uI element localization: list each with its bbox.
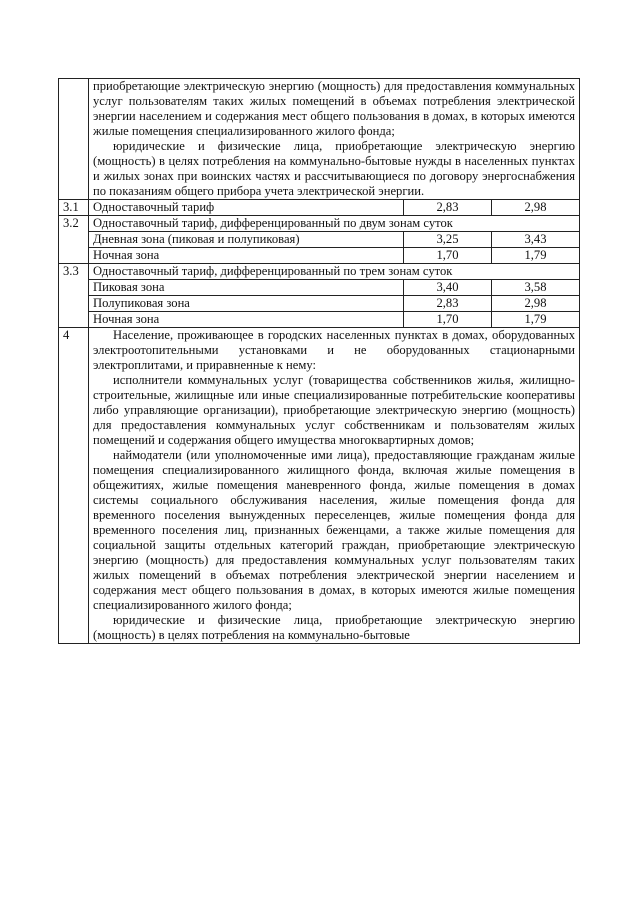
paragraph: исполнители коммунальных услуг (товарищества собственников жилья, жилищно-строительные, жилищные или иные специализированные потребительские кооперативы либо управляющие организации), приобретающие электрическую энергию (мощность) для предоставления коммунальных услуг собственникам и пользователям жилых помещений и содержания общего имущества многоквартирных домов; bbox=[93, 373, 575, 447]
row-number: 3.2 bbox=[59, 216, 89, 232]
tariff-label: Одноставочный тариф bbox=[89, 200, 404, 216]
zone-value-2: 1,79 bbox=[492, 248, 580, 264]
paragraph: наймодатели (или уполномоченные ими лица), предоставляющие гражданам жилые помещения специализированного жилищного фонда, включая жилые помещения в общежитиях, жилые помещения маневренного фонда, жилые помещения в домах системы социального обслуживания населения, жилые помещения фонда для временного поселения вынужденных переселенцев, жилые помещения фонда для временного поселения лиц, признанных беженцами, а также жилые помещения для социальной защиты отдельных категорий граждан, приобретающие электрическую энергию (мощность) для предоставления коммунальных услуг пользователям таких жилых помещений в объемах потребления электрической энергии населением и содержания мест общего пользования в домах, в которых имеются жилые помещения специализированного жилого фонда; bbox=[93, 448, 575, 612]
zone-value-1: 1,70 bbox=[404, 312, 492, 328]
table-row-zone bbox=[59, 280, 580, 296]
row-number-cell bbox=[59, 79, 89, 200]
table-row-zone bbox=[59, 248, 580, 264]
tariff-value-2: 2,98 bbox=[492, 200, 580, 216]
table-row-top-text bbox=[59, 79, 580, 200]
zone-value-2: 2,98 bbox=[492, 296, 580, 312]
zone-label: Полупиковая зона bbox=[89, 296, 404, 312]
zone-label: Ночная зона bbox=[89, 312, 404, 328]
table-row-zone bbox=[59, 232, 580, 248]
table-row-zone bbox=[59, 296, 580, 312]
paragraph: юридические и физические лица, приобретающие электрическую энергию (мощность) в целях потребления на коммунально-бытовые bbox=[93, 613, 575, 642]
zone-label: Ночная зона bbox=[89, 248, 404, 264]
description-cell bbox=[89, 328, 580, 644]
zone-value-2: 3,58 bbox=[492, 280, 580, 296]
tariff-label: Одноставочный тариф, дифференцированный по трем зонам суток bbox=[89, 264, 580, 280]
table-row-zone bbox=[59, 312, 580, 328]
tariff-value-1: 2,83 bbox=[404, 200, 492, 216]
tariff-label: Одноставочный тариф, дифференцированный по двум зонам суток bbox=[89, 216, 580, 232]
zone-label: Пиковая зона bbox=[89, 280, 404, 296]
description-cell bbox=[89, 79, 580, 200]
paragraph: приобретающие электрическую энергию (мощность) для предоставления коммунальных услуг пользователям таких жилых помещений в объемах потребления электрической энергии населением и содержания мест общего пользования в домах, в которых имеются жилые помещения специализированного жилого фонда; bbox=[93, 79, 575, 138]
table-row-3-2 bbox=[59, 216, 580, 232]
row-number: 3.3 bbox=[59, 264, 89, 280]
zone-label: Дневная зона (пиковая и полупиковая) bbox=[89, 232, 404, 248]
table-row-4 bbox=[59, 328, 580, 644]
zone-value-2: 1,79 bbox=[492, 312, 580, 328]
row-number: 4 bbox=[59, 328, 89, 644]
zone-value-1: 1,70 bbox=[404, 248, 492, 264]
tariff-table bbox=[58, 78, 580, 644]
zone-value-1: 3,25 bbox=[404, 232, 492, 248]
zone-value-1: 2,83 bbox=[404, 296, 492, 312]
row-number: 3.1 bbox=[59, 200, 89, 216]
paragraph: юридические и физические лица, приобретающие электрическую энергию (мощность) в целях потребления на коммунально-бытовые нужды в населенных пунктах и жилых зонах при воинских частях и рассчитывающиеся по договору энергоснабжения по показаниям общего прибора учета электрической энергии. bbox=[93, 139, 575, 198]
paragraph: Население, проживающее в городских населенных пунктах в домах, оборудованных электроотопительными установками и не оборудованных стационарными электроплитами, и приравненные к нему: bbox=[93, 328, 575, 372]
table-row-3-1 bbox=[59, 200, 580, 216]
zone-value-2: 3,43 bbox=[492, 232, 580, 248]
table-row-3-3 bbox=[59, 264, 580, 280]
zone-value-1: 3,40 bbox=[404, 280, 492, 296]
